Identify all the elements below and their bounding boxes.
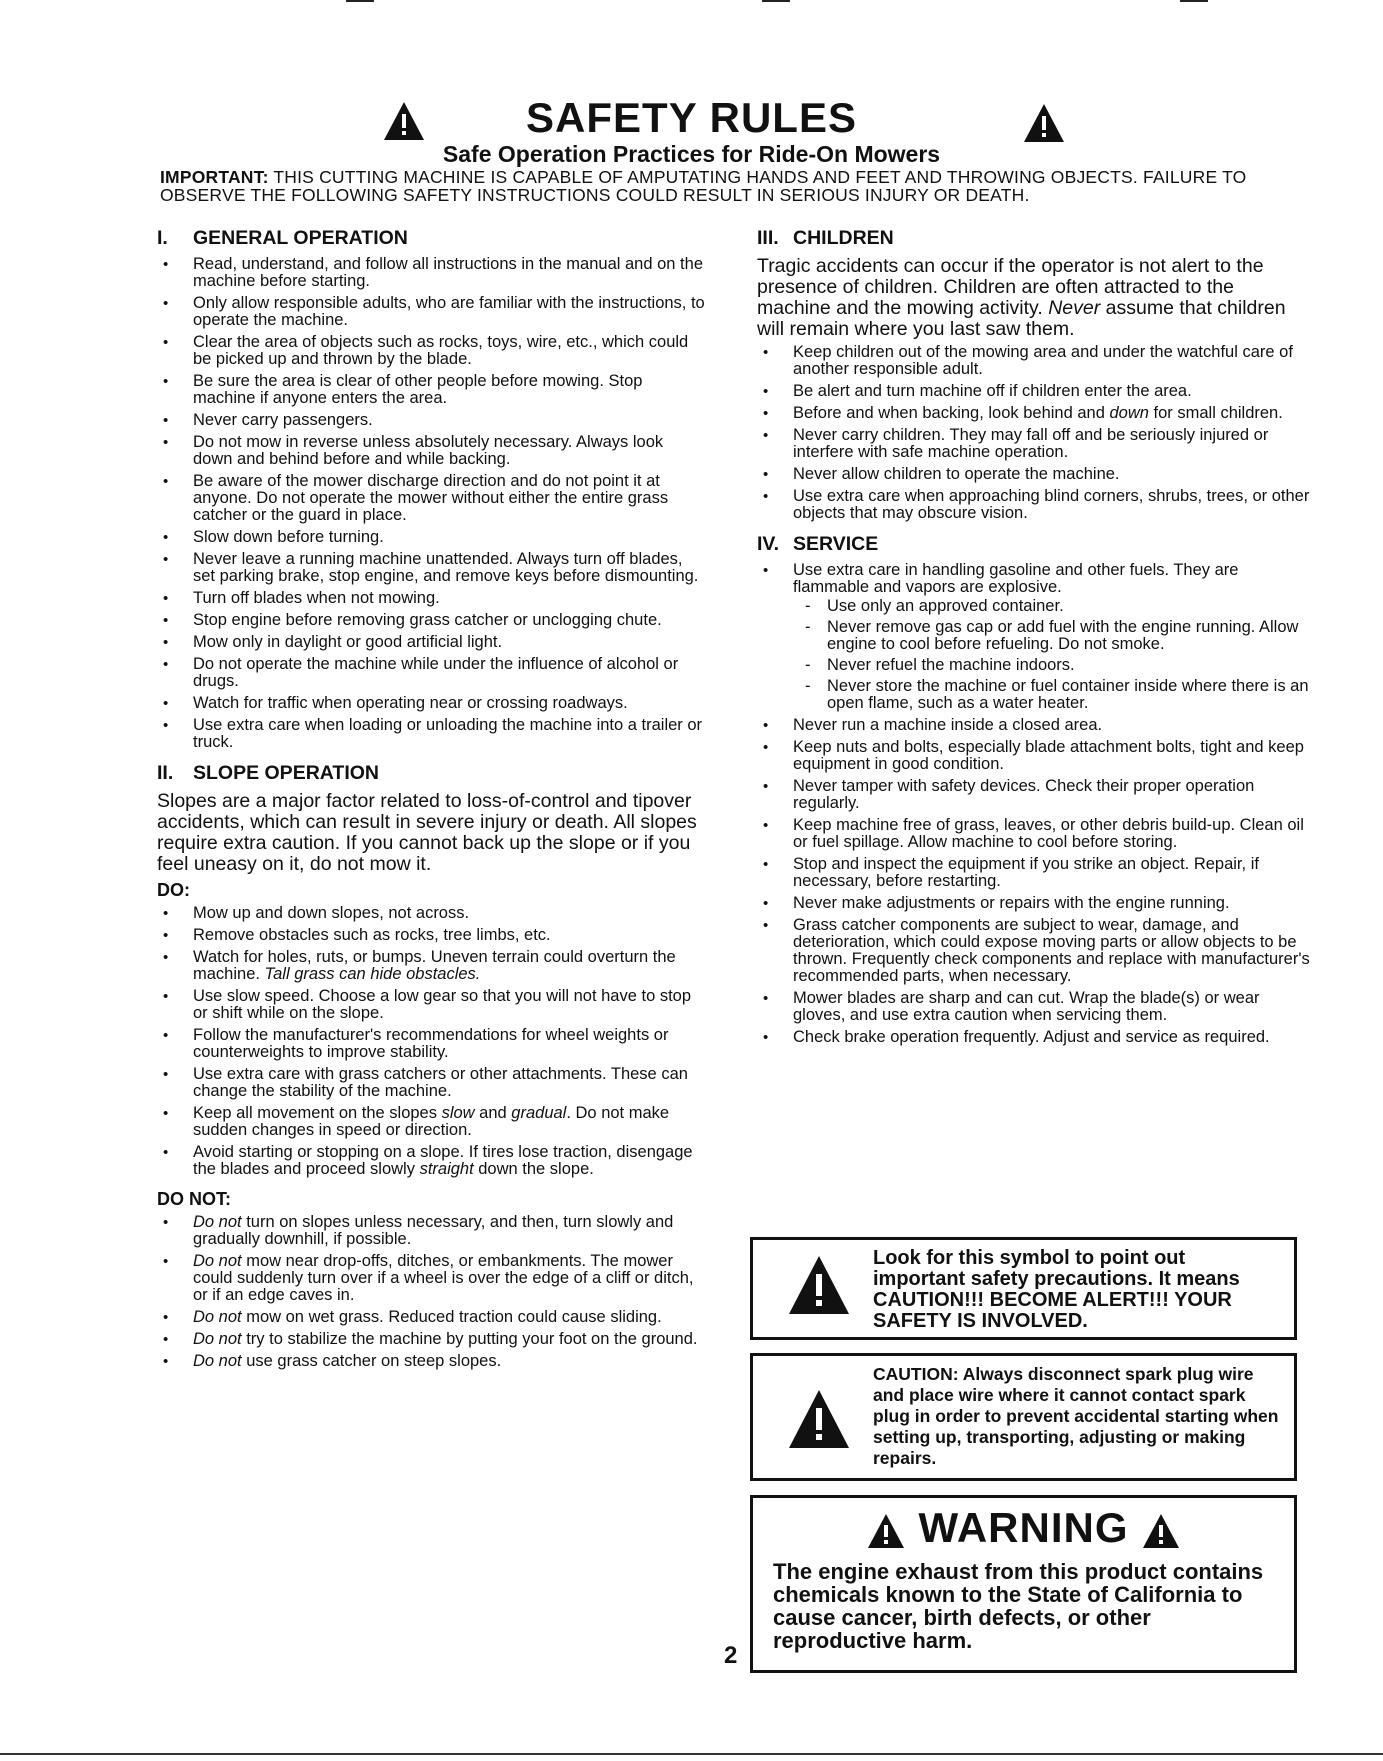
list-item: • Read, understand, and follow all instructions in the manual and on the machine before starting. bbox=[157, 256, 705, 290]
warning-triangle-icon bbox=[787, 1388, 851, 1450]
do-not-heading: DO NOT: bbox=[157, 1189, 231, 1209]
service-list bbox=[757, 562, 1310, 1046]
list-item: • Do not mow in reverse unless absolutely necessary. Always look down and behind before and while backing. bbox=[157, 434, 705, 468]
list-item: • Stop engine before removing grass catcher or unclogging chute. bbox=[157, 612, 705, 629]
list-item: • Never allow children to operate the machine. bbox=[757, 466, 1310, 483]
list-item: • Mow up and down slopes, not across. bbox=[157, 905, 705, 922]
safety-symbol-text: Look for this symbol to point out important safety precautions. It means CAUTION!!! BECOME ALERT!!! YOUR SAFETY IS INVOLVED. bbox=[873, 1247, 1240, 1332]
list-item: • Do not mow on wet grass. Reduced traction could cause sliding. bbox=[157, 1309, 705, 1326]
section-heading: III. CHILDREN bbox=[757, 227, 894, 249]
list-item: • Keep nuts and bolts, especially blade attachment bolts, tight and keep equipment in good condition. bbox=[757, 739, 1310, 773]
do-heading: DO: bbox=[157, 880, 190, 900]
list-item: • Use extra care with grass catchers or other attachments. These can change the stability of the machine. bbox=[157, 1066, 705, 1100]
list-item: • Slow down before turning. bbox=[157, 529, 705, 546]
list-item: • Do not mow near drop-offs, ditches, or embankments. The mower could suddenly turn over if a wheel is over the edge of a cliff or ditch, or if an edge caves in. bbox=[157, 1253, 705, 1304]
scan-mark bbox=[762, 0, 790, 2]
list-item: • Never tamper with safety devices. Check their proper operation regularly. bbox=[757, 778, 1310, 812]
list-item: • Never carry passengers. bbox=[157, 412, 705, 429]
general-list bbox=[157, 256, 705, 751]
list-item: • Keep all movement on the slopes slow and gradual. Do not make sudden changes in speed or direction. bbox=[157, 1105, 705, 1139]
list-item: • Watch for traffic when operating near or crossing roadways. bbox=[157, 695, 705, 712]
list-item: • Use extra care when loading or unloading the machine into a trailer or truck. bbox=[157, 717, 705, 751]
section-slope-operation bbox=[157, 761, 705, 1370]
section-service bbox=[757, 532, 1310, 1046]
list-item: • Use extra care when approaching blind corners, shrubs, trees, or other objects that may obscure vision. bbox=[757, 488, 1310, 522]
list-item: • Only allow responsible adults, who are familiar with the instructions, to operate the machine. bbox=[157, 295, 705, 329]
list-item: • Do not use grass catcher on steep slopes. bbox=[157, 1353, 705, 1370]
fuel-sublist bbox=[793, 598, 1310, 712]
list-item: • Be alert and turn machine off if children enter the area. bbox=[757, 383, 1310, 400]
list-item: • Never carry children. They may fall off and be seriously injured or interfere with safe machine operation. bbox=[757, 427, 1310, 461]
warning-text: The engine exhaust from this product contains chemicals known to the State of California to cause cancer, birth defects, or other reproductive harm. bbox=[773, 1559, 1264, 1653]
list-item: • Do not try to stabilize the machine by putting your foot on the ground. bbox=[157, 1331, 705, 1348]
caution-box bbox=[750, 1353, 1297, 1481]
scan-bottom-line bbox=[0, 1753, 1383, 1755]
warning-triangle-icon bbox=[1141, 1512, 1181, 1550]
safety-symbol-box bbox=[750, 1237, 1297, 1340]
list-item: • Never leave a running machine unattended. Always turn off blades, set parking brake, stop engine, and remove keys before dismounting. bbox=[157, 551, 705, 585]
do-not-list bbox=[157, 1214, 705, 1370]
list-item: • Keep machine free of grass, leaves, or other debris build-up. Clean oil or fuel spillage. Allow machine to cool before storing. bbox=[757, 817, 1310, 851]
list-item: • Stop and inspect the equipment if you strike an object. Repair, if necessary, before restarting. bbox=[757, 856, 1310, 890]
warning-triangle-icon bbox=[382, 100, 426, 142]
section-children bbox=[757, 226, 1310, 522]
page-title: SAFETY RULES bbox=[526, 94, 857, 141]
sub-item: - Use only an approved container. bbox=[793, 598, 1310, 615]
list-item: • Watch for holes, ruts, or bumps. Uneven terrain could overturn the machine. Tall grass can hide obstacles. bbox=[157, 949, 705, 983]
list-item: • Mower blades are sharp and can cut. Wrap the blade(s) or wear gloves, and use extra caution when servicing them. bbox=[757, 990, 1310, 1024]
scan-mark bbox=[1180, 0, 1208, 2]
children-intro: Tragic accidents can occur if the operator is not alert to the presence of children. Children are often attracted to the machine and the mowing activity. Never assume that children will remain where you last saw them. bbox=[757, 255, 1286, 340]
warning-box bbox=[750, 1495, 1297, 1673]
children-list bbox=[757, 344, 1310, 522]
list-item: • Turn off blades when not mowing. bbox=[157, 590, 705, 607]
caution-text: CAUTION: Always disconnect spark plug wire and place wire where it cannot contact spark plug in order to prevent accidental starting when setting up, transporting, adjusting or making repairs. bbox=[873, 1364, 1279, 1468]
section-general-operation bbox=[157, 226, 705, 751]
list-item: • Follow the manufacturer's recommendations for wheel weights or counterweights to improve stability. bbox=[157, 1027, 705, 1061]
sub-item: - Never refuel the machine indoors. bbox=[793, 657, 1310, 674]
list-item: • Do not turn on slopes unless necessary, and then, turn slowly and gradually downhill, if possible. bbox=[157, 1214, 705, 1248]
warning-triangle-icon bbox=[866, 1512, 906, 1550]
page-subtitle: Safe Operation Practices for Ride-On Mowers bbox=[442, 141, 941, 167]
list-item: • Never make adjustments or repairs with the engine running. bbox=[757, 895, 1310, 912]
slope-intro: Slopes are a major factor related to loss-of-control and tipover accidents, which can result in severe injury or death. All slopes require extra caution. If you cannot back up the slope or if you feel uneasy on it, do not mow it. bbox=[157, 790, 697, 875]
warning-triangle-icon bbox=[787, 1254, 851, 1316]
list-item: • Mow only in daylight or good artificial light. bbox=[157, 634, 705, 651]
list-item: • Avoid starting or stopping on a slope. If tires lose traction, disengage the blades and proceed slowly straight down the slope. bbox=[157, 1144, 705, 1178]
list-item: • Keep children out of the mowing area and under the watchful care of another responsible adult. bbox=[757, 344, 1310, 378]
warning-triangle-icon bbox=[1022, 102, 1066, 144]
section-heading: I. GENERAL OPERATION bbox=[157, 227, 408, 249]
list-item: • Never run a machine inside a closed area. bbox=[757, 717, 1310, 734]
important-notice bbox=[160, 168, 1310, 204]
list-item: • Use extra care in handling gasoline and other fuels. They are flammable and vapors are explosive. - Use only an approved container. - Never remove gas cap or add fuel with the engine running. Allow engine to cool before refueling. Do not smoke. - Never refuel the machine indoors. - Never store the machine or fuel container inside where there is an open flame, such as a water heater. bbox=[757, 562, 1310, 712]
right-column bbox=[757, 226, 1310, 1056]
important-label: IMPORTANT: bbox=[160, 167, 269, 187]
list-item: • Be aware of the mower discharge direction and do not point it at anyone. Do not operate the mower without either the entire grass catcher or the guard in place. bbox=[157, 473, 705, 524]
scan-mark bbox=[346, 0, 374, 2]
list-item: • Remove obstacles such as rocks, tree limbs, etc. bbox=[157, 927, 705, 944]
list-item: • Be sure the area is clear of other people before mowing. Stop machine if anyone enters the area. bbox=[157, 373, 705, 407]
list-item: • Grass catcher components are subject to wear, damage, and deterioration, which could expose moving parts or allow objects to be thrown. Frequently check components and replace with manufacturer's recommended parts, when necessary. bbox=[757, 917, 1310, 985]
list-item: • Do not operate the machine while under the influence of alcohol or drugs. bbox=[157, 656, 705, 690]
list-item: • Before and when backing, look behind and down for small children. bbox=[757, 405, 1310, 422]
important-text: THIS CUTTING MACHINE IS CAPABLE OF AMPUTATING HANDS AND FEET AND THROWING OBJECTS. FAILURE TO OBSERVE THE FOLLOWING SAFETY INSTRUCTIONS COULD RESULT IN SERIOUS INJURY OR DEATH. bbox=[160, 167, 1247, 205]
warning-heading: WARNING bbox=[753, 1504, 1294, 1552]
list-item: • Check brake operation frequently. Adjust and service as required. bbox=[757, 1029, 1310, 1046]
section-heading: II. SLOPE OPERATION bbox=[157, 762, 379, 784]
do-list bbox=[157, 905, 705, 1178]
list-item: • Clear the area of objects such as rocks, toys, wire, etc., which could be picked up and thrown by the blade. bbox=[157, 334, 705, 368]
page-number: 2 bbox=[724, 1642, 738, 1669]
left-column bbox=[157, 226, 705, 1380]
sub-item: - Never remove gas cap or add fuel with the engine running. Allow engine to cool before refueling. Do not smoke. bbox=[793, 619, 1310, 653]
sub-item: - Never store the machine or fuel container inside where there is an open flame, such as a water heater. bbox=[793, 678, 1310, 712]
section-heading: IV. SERVICE bbox=[757, 533, 879, 555]
list-item: • Use slow speed. Choose a low gear so that you will not have to stop or shift while on the slope. bbox=[157, 988, 705, 1022]
